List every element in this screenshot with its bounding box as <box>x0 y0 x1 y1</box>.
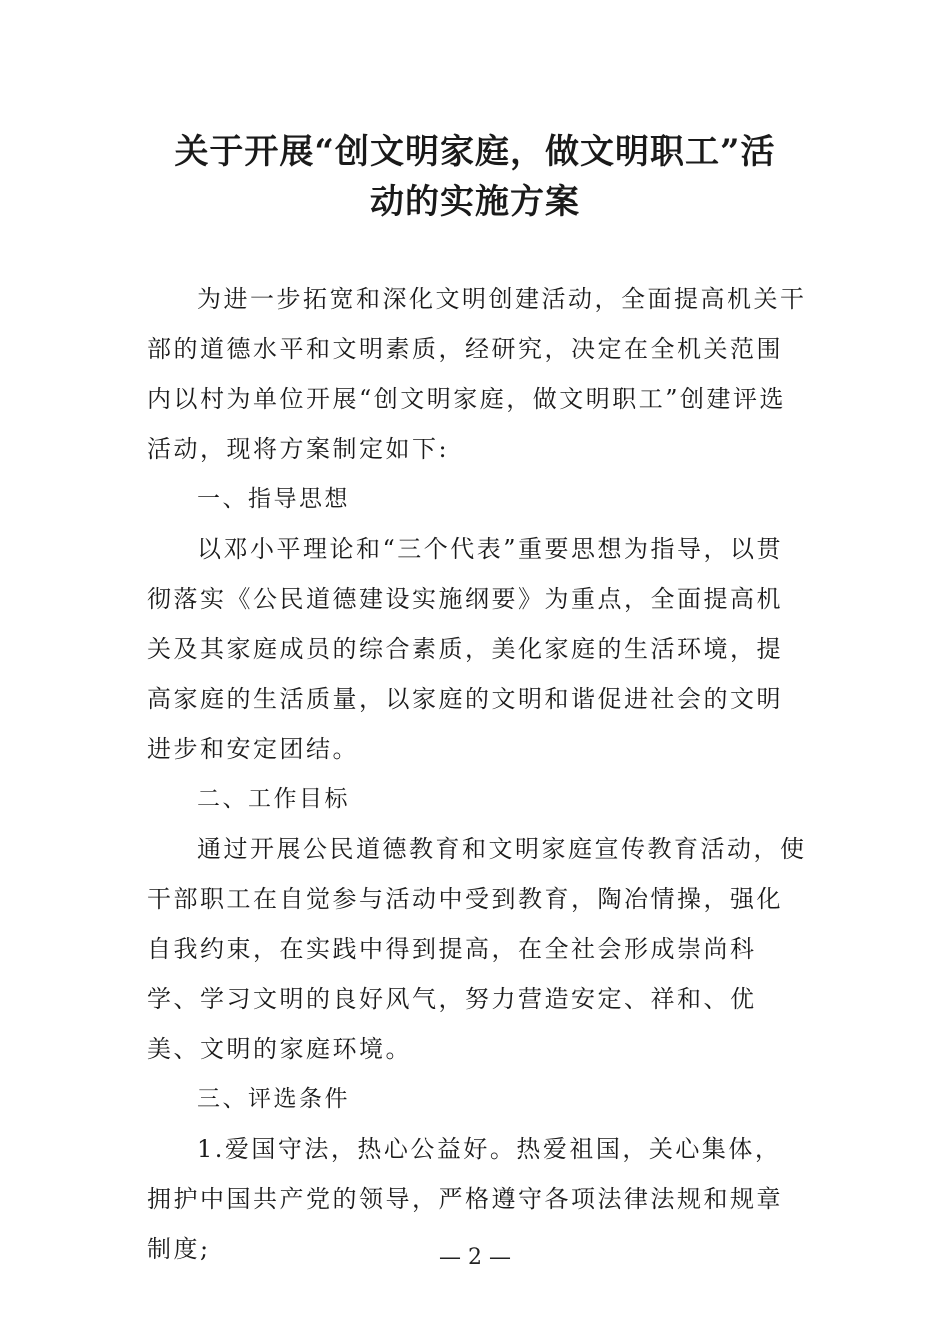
intro-paragraph: 为进一步拓宽和深化文明创建活动，全面提高机关干部的道德水平和文明素质，经研究，决定在全机关范围内以村为单位开展“创文明家庭，做文明职工”创建评选活动，现将方案制定如下: <box>147 285 807 463</box>
guiding-ideology-paragraph: 以邓小平理论和“三个代表”重要思想为指导，以贯彻落实《公民道德建设实施纲要》为重点，全面提高机关及其家庭成员的综合素质，美化家庭的生活环境，提高家庭的生活质量，以家庭的文明和谐促进社会的文明进步和安定团结。 <box>147 535 784 763</box>
section-heading-guiding-ideology: 一、指导思想 <box>197 486 350 512</box>
document-title-line-1: 关于开展“创文明家庭，做文明职工”活 <box>174 132 776 172</box>
section-heading-work-goals: 二、工作目标 <box>197 786 350 812</box>
page-number: — 2 — <box>439 1245 511 1270</box>
section-heading-selection-criteria: 三、评选条件 <box>197 1086 350 1112</box>
document-title-line-2: 动的实施方案 <box>370 182 580 222</box>
work-goals-paragraph: 通过开展公民道德教育和文明家庭宣传教育活动，使干部职工在自觉参与活动中受到教育，陶冶情操，强化自我约束，在实践中得到提高，在全社会形成崇尚科学、学习文明的良好风气，努力营造安定、祥和、优美、文明的家庭环境。 <box>147 835 807 1063</box>
selection-criteria-item-1: 1.爱国守法，热心公益好。热爱祖国，关心集体，拥护中国共产党的领导，严格遵守各项法律法规和规章制度; <box>147 1135 783 1263</box>
document-body <box>147 274 807 1274</box>
